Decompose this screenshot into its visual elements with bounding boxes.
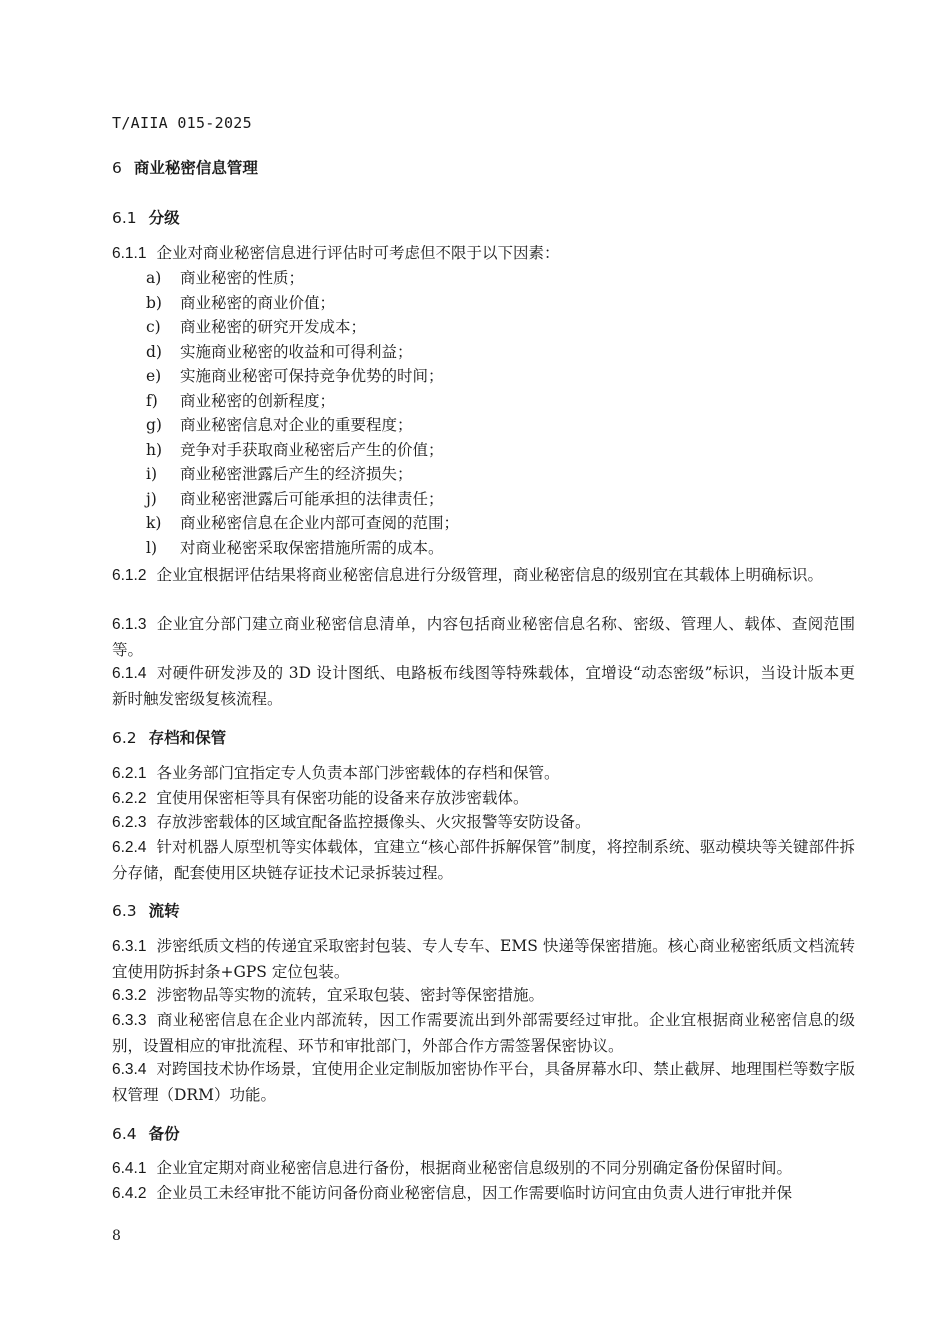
clause-number: 6.3.2 [112, 987, 147, 1004]
list-item-text: 实施商业秘密的收益和可得利益； [180, 342, 413, 361]
list-item-text: 商业秘密的创新程度； [180, 391, 336, 410]
clause-text: 涉密物品等实物的流转，宜采取包装、密封等保密措施。 [156, 986, 544, 1004]
clause-6-2-3 [112, 810, 855, 836]
clause-number: 6.2.2 [112, 790, 147, 807]
clause-text: 对硬件研发涉及的 3D 设计图纸、电路板布线图等特殊载体，宜增设“动态密级”标识，当设计版本更新时触发密级复核流程。 [112, 664, 855, 708]
list-marker: d) [146, 342, 162, 361]
clause-text: 针对机器人原型机等实体载体，宜建立“核心部件拆解保管”制度，将控制系统、驱动模块等关键部件拆分存储，配套使用区块链存证技术记录拆装过程。 [112, 838, 855, 882]
clause-6-2-2 [112, 786, 855, 812]
section-title: 分级 [148, 209, 180, 227]
clause-text: 对跨国技术协作场景，宜使用企业定制版加密协作平台，具备屏幕水印、禁止截屏、地理围栏等数字版权管理（DRM）功能。 [112, 1060, 855, 1104]
clause-number: 6.3.4 [112, 1061, 147, 1078]
list-item [112, 291, 855, 316]
section-6-4-heading [112, 1122, 180, 1144]
clause-text: 涉密纸质文档的传递宜采取密封包装、专人专车、EMS 快递等保密措施。核心商业秘密纸质文档流转宜使用防拆封条+GPS 定位包装。 [112, 937, 855, 981]
list-marker: g) [146, 416, 162, 434]
clause-text: 各业务部门宜指定专人负责本部门涉密载体的存档和保管。 [156, 764, 560, 782]
clause-text: 商业秘密信息在企业内部流转，因工作需要流出到外部需要经过审批。企业宜根据商业秘密信息的级别，设置相应的审批流程、环节和审批部门，外部合作方需签署保密协议。 [112, 1011, 855, 1055]
list-item-text: 商业秘密泄露后可能承担的法律责任； [180, 489, 444, 508]
section-title: 商业秘密信息管理 [133, 159, 258, 177]
section-number: 6 [112, 159, 122, 177]
list-item-text: 商业秘密的性质； [180, 269, 305, 287]
list-item-text: 商业秘密泄露后产生的经济损失； [180, 465, 413, 483]
section-6-heading [112, 156, 258, 178]
list-marker: j) [146, 489, 157, 508]
list-item [112, 536, 855, 561]
list-item [112, 315, 855, 340]
list-item [112, 364, 855, 389]
list-item [112, 340, 855, 365]
list-item [112, 413, 855, 438]
factor-list [112, 266, 855, 560]
list-marker: c) [146, 318, 161, 336]
section-title: 备份 [148, 1125, 180, 1143]
section-6-3-heading [112, 899, 180, 921]
list-item [112, 487, 855, 512]
clause-number: 6.3.1 [112, 938, 147, 955]
list-item-text: 竞争对手获取商业秘密后产生的价值； [180, 440, 444, 459]
list-marker: i) [146, 465, 158, 483]
clause-6-3-2 [112, 983, 855, 1009]
list-item-text: 实施商业秘密可保持竞争优势的时间； [180, 367, 444, 385]
list-item [112, 389, 855, 414]
clause-number: 6.4.1 [112, 1160, 147, 1177]
clause-number: 6.4.2 [112, 1185, 147, 1202]
clause-text: 企业宜根据评估结果将商业秘密信息进行分级管理，商业秘密信息的级别宜在其载体上明确标识。 [156, 566, 823, 584]
list-item-text: 商业秘密的研究开发成本； [180, 318, 367, 336]
clause-6-1-4 [112, 661, 855, 711]
clause-6-2-1 [112, 761, 855, 787]
list-marker: k) [146, 514, 162, 532]
section-title: 流转 [148, 902, 180, 920]
clause-number: 6.3.3 [112, 1012, 147, 1029]
section-number: 6.2 [112, 729, 137, 747]
list-item-text: 商业秘密信息对企业的重要程度； [180, 416, 413, 434]
clause-number: 6.1.3 [112, 616, 147, 633]
clause-number: 6.1.1 [112, 245, 147, 262]
clause-text: 宜使用保密柜等具有保密功能的设备来存放涉密载体。 [156, 789, 529, 807]
section-6-1-heading [112, 206, 180, 228]
section-number: 6.4 [112, 1125, 137, 1143]
list-marker: b) [146, 293, 162, 312]
section-number: 6.3 [112, 902, 137, 920]
clause-text: 企业宜分部门建立商业秘密信息清单，内容包括商业秘密信息名称、密级、管理人、载体、查阅范围等。 [112, 615, 855, 659]
list-item-text: 商业秘密信息在企业内部可查阅的范围； [180, 514, 460, 532]
list-marker: e) [146, 367, 162, 385]
page-number: 8 [112, 1228, 121, 1244]
list-item [112, 462, 855, 487]
clause-6-3-1 [112, 934, 855, 984]
clause-number: 6.2.4 [112, 839, 147, 856]
list-item-text: 商业秘密的商业价值； [180, 293, 336, 312]
clause-number: 6.2.1 [112, 765, 147, 782]
clause-text: 企业对商业秘密信息进行评估时可考虑但不限于以下因素： [156, 244, 560, 262]
document-code: T/AIIA 015-2025 [112, 114, 252, 132]
list-item [112, 266, 855, 291]
clause-6-1-2 [112, 563, 855, 589]
clause-6-3-3 [112, 1008, 855, 1058]
list-marker: l) [146, 538, 158, 557]
list-marker: a) [146, 269, 162, 287]
clause-text: 企业员工未经审批不能访问备份商业秘密信息，因工作需要临时访问宜由负责人进行审批并保 [156, 1184, 792, 1202]
clause-number: 6.1.2 [112, 567, 147, 584]
list-marker: h) [146, 440, 163, 459]
clause-6-2-4 [112, 835, 855, 885]
clause-6-1-3 [112, 612, 855, 662]
list-item [112, 438, 855, 463]
section-title: 存档和保管 [148, 729, 227, 747]
section-6-2-heading [112, 726, 226, 748]
clause-6-3-4 [112, 1057, 855, 1107]
clause-text: 存放涉密载体的区域宜配备监控摄像头、火灾报警等安防设备。 [156, 813, 591, 831]
list-item-text: 对商业秘密采取保密措施所需的成本。 [180, 538, 444, 557]
clause-6-4-1 [112, 1156, 855, 1182]
clause-6-4-2 [112, 1181, 855, 1207]
section-number: 6.1 [112, 209, 137, 227]
clause-number: 6.1.4 [112, 665, 147, 682]
clause-number: 6.2.3 [112, 814, 147, 831]
clause-text: 企业宜定期对商业秘密信息进行备份，根据商业秘密信息级别的不同分别确定备份保留时间。 [156, 1159, 792, 1177]
list-item [112, 511, 855, 536]
clause-6-1-1 [112, 241, 855, 267]
list-marker: f) [146, 391, 158, 410]
